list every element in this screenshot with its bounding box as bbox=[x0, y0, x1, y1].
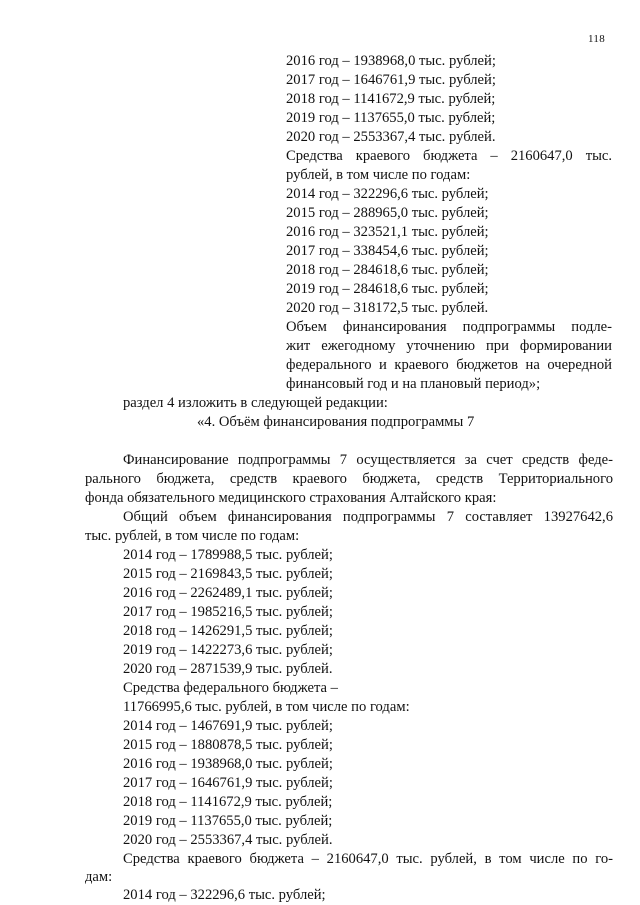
list-item: 2018 год – 1426291,5 тыс. рублей; bbox=[123, 623, 333, 639]
total-financing-line-2: тыс. рублей, в том числе по годам: bbox=[85, 528, 300, 544]
list-item: 2019 год – 1137655,0 тыс. рублей; bbox=[286, 110, 496, 126]
paragraph-line: Финансирование подпрограммы 7 осуществляется за счет средств феде- bbox=[123, 452, 613, 468]
list-item: 2015 год – 1880878,5 тыс. рублей; bbox=[123, 737, 333, 753]
list-item: 2015 год – 288965,0 тыс. рублей; bbox=[286, 205, 489, 221]
list-item: 2020 год – 2553367,4 тыс. рублей. bbox=[123, 832, 333, 848]
list-item: 2016 год – 1938968,0 тыс. рублей; bbox=[286, 53, 496, 69]
list-item: 2014 год – 322296,6 тыс. рублей; bbox=[286, 186, 489, 202]
list-item: 2016 год – 323521,1 тыс. рублей; bbox=[286, 224, 489, 240]
total-financing-line-1: Общий объем финансирования подпрограммы 7 составляет 13927642,6 bbox=[123, 509, 613, 525]
paragraph-line: фонда обязательного медицинского страхования Алтайского края: bbox=[85, 490, 497, 506]
regional-line-2: дам: bbox=[85, 869, 113, 885]
list-item: 2015 год – 2169843,5 тыс. рублей; bbox=[123, 566, 333, 582]
paragraph-line: рального бюджета, средств краевого бюджета, средств Территориального bbox=[85, 471, 613, 487]
list-item: 2018 год – 284618,6 тыс. рублей; bbox=[286, 262, 489, 278]
list-item: 2020 год – 318172,5 тыс. рублей. bbox=[286, 300, 489, 316]
list-item: 2017 год – 338454,6 тыс. рублей; bbox=[286, 243, 489, 259]
list-item: 2014 год – 1467691,9 тыс. рублей; bbox=[123, 718, 333, 734]
list-item: 2020 год – 2871539,9 тыс. рублей. bbox=[123, 661, 333, 677]
list-item: 2017 год – 1646761,9 тыс. рублей; bbox=[123, 775, 333, 791]
list-item: 2020 год – 2553367,4 тыс. рублей. bbox=[286, 129, 496, 145]
page-number: 118 bbox=[588, 33, 605, 45]
instruction-text: раздел 4 изложить в следующей редакции: bbox=[123, 395, 388, 411]
regional-first-year: 2014 год – 322296,6 тыс. рублей; bbox=[123, 887, 326, 903]
list-item: 2018 год – 1141672,9 тыс. рублей; bbox=[286, 91, 496, 107]
list-item: 2014 год – 1789988,5 тыс. рублей; bbox=[123, 547, 333, 563]
list-item: 2019 год – 284618,6 тыс. рублей; bbox=[286, 281, 489, 297]
paragraph-line: жит ежегодному уточнению при формировании bbox=[286, 338, 612, 354]
list-item: 2017 год – 1646761,9 тыс. рублей; bbox=[286, 72, 496, 88]
top-regional-intro-line-1: Средства краевого бюджета – 2160647,0 тыс. bbox=[286, 148, 612, 164]
regional-line-1: Средства краевого бюджета – 2160647,0 тыс. рублей, в том числе по го- bbox=[123, 851, 613, 867]
list-item: 2017 год – 1985216,5 тыс. рублей; bbox=[123, 604, 333, 620]
list-item: 2016 год – 1938968,0 тыс. рублей; bbox=[123, 756, 333, 772]
federal-intro-line-1: Средства федерального бюджета – bbox=[123, 680, 338, 696]
section-title: «4. Объём финансирования подпрограммы 7 bbox=[197, 414, 475, 430]
list-item: 2019 год – 1422273,6 тыс. рублей; bbox=[123, 642, 333, 658]
paragraph-line: федерального и краевого бюджетов на очередной bbox=[286, 357, 612, 373]
top-regional-intro-line-2: рублей, в том числе по годам: bbox=[286, 167, 471, 183]
federal-intro-line-2: 11766995,6 тыс. рублей, в том числе по годам: bbox=[123, 699, 410, 715]
paragraph-line: Объем финансирования подпрограммы подле- bbox=[286, 319, 612, 335]
list-item: 2016 год – 2262489,1 тыс. рублей; bbox=[123, 585, 333, 601]
list-item: 2019 год – 1137655,0 тыс. рублей; bbox=[123, 813, 333, 829]
paragraph-line: финансовый год и на плановый период»; bbox=[286, 376, 541, 392]
list-item: 2018 год – 1141672,9 тыс. рублей; bbox=[123, 794, 333, 810]
